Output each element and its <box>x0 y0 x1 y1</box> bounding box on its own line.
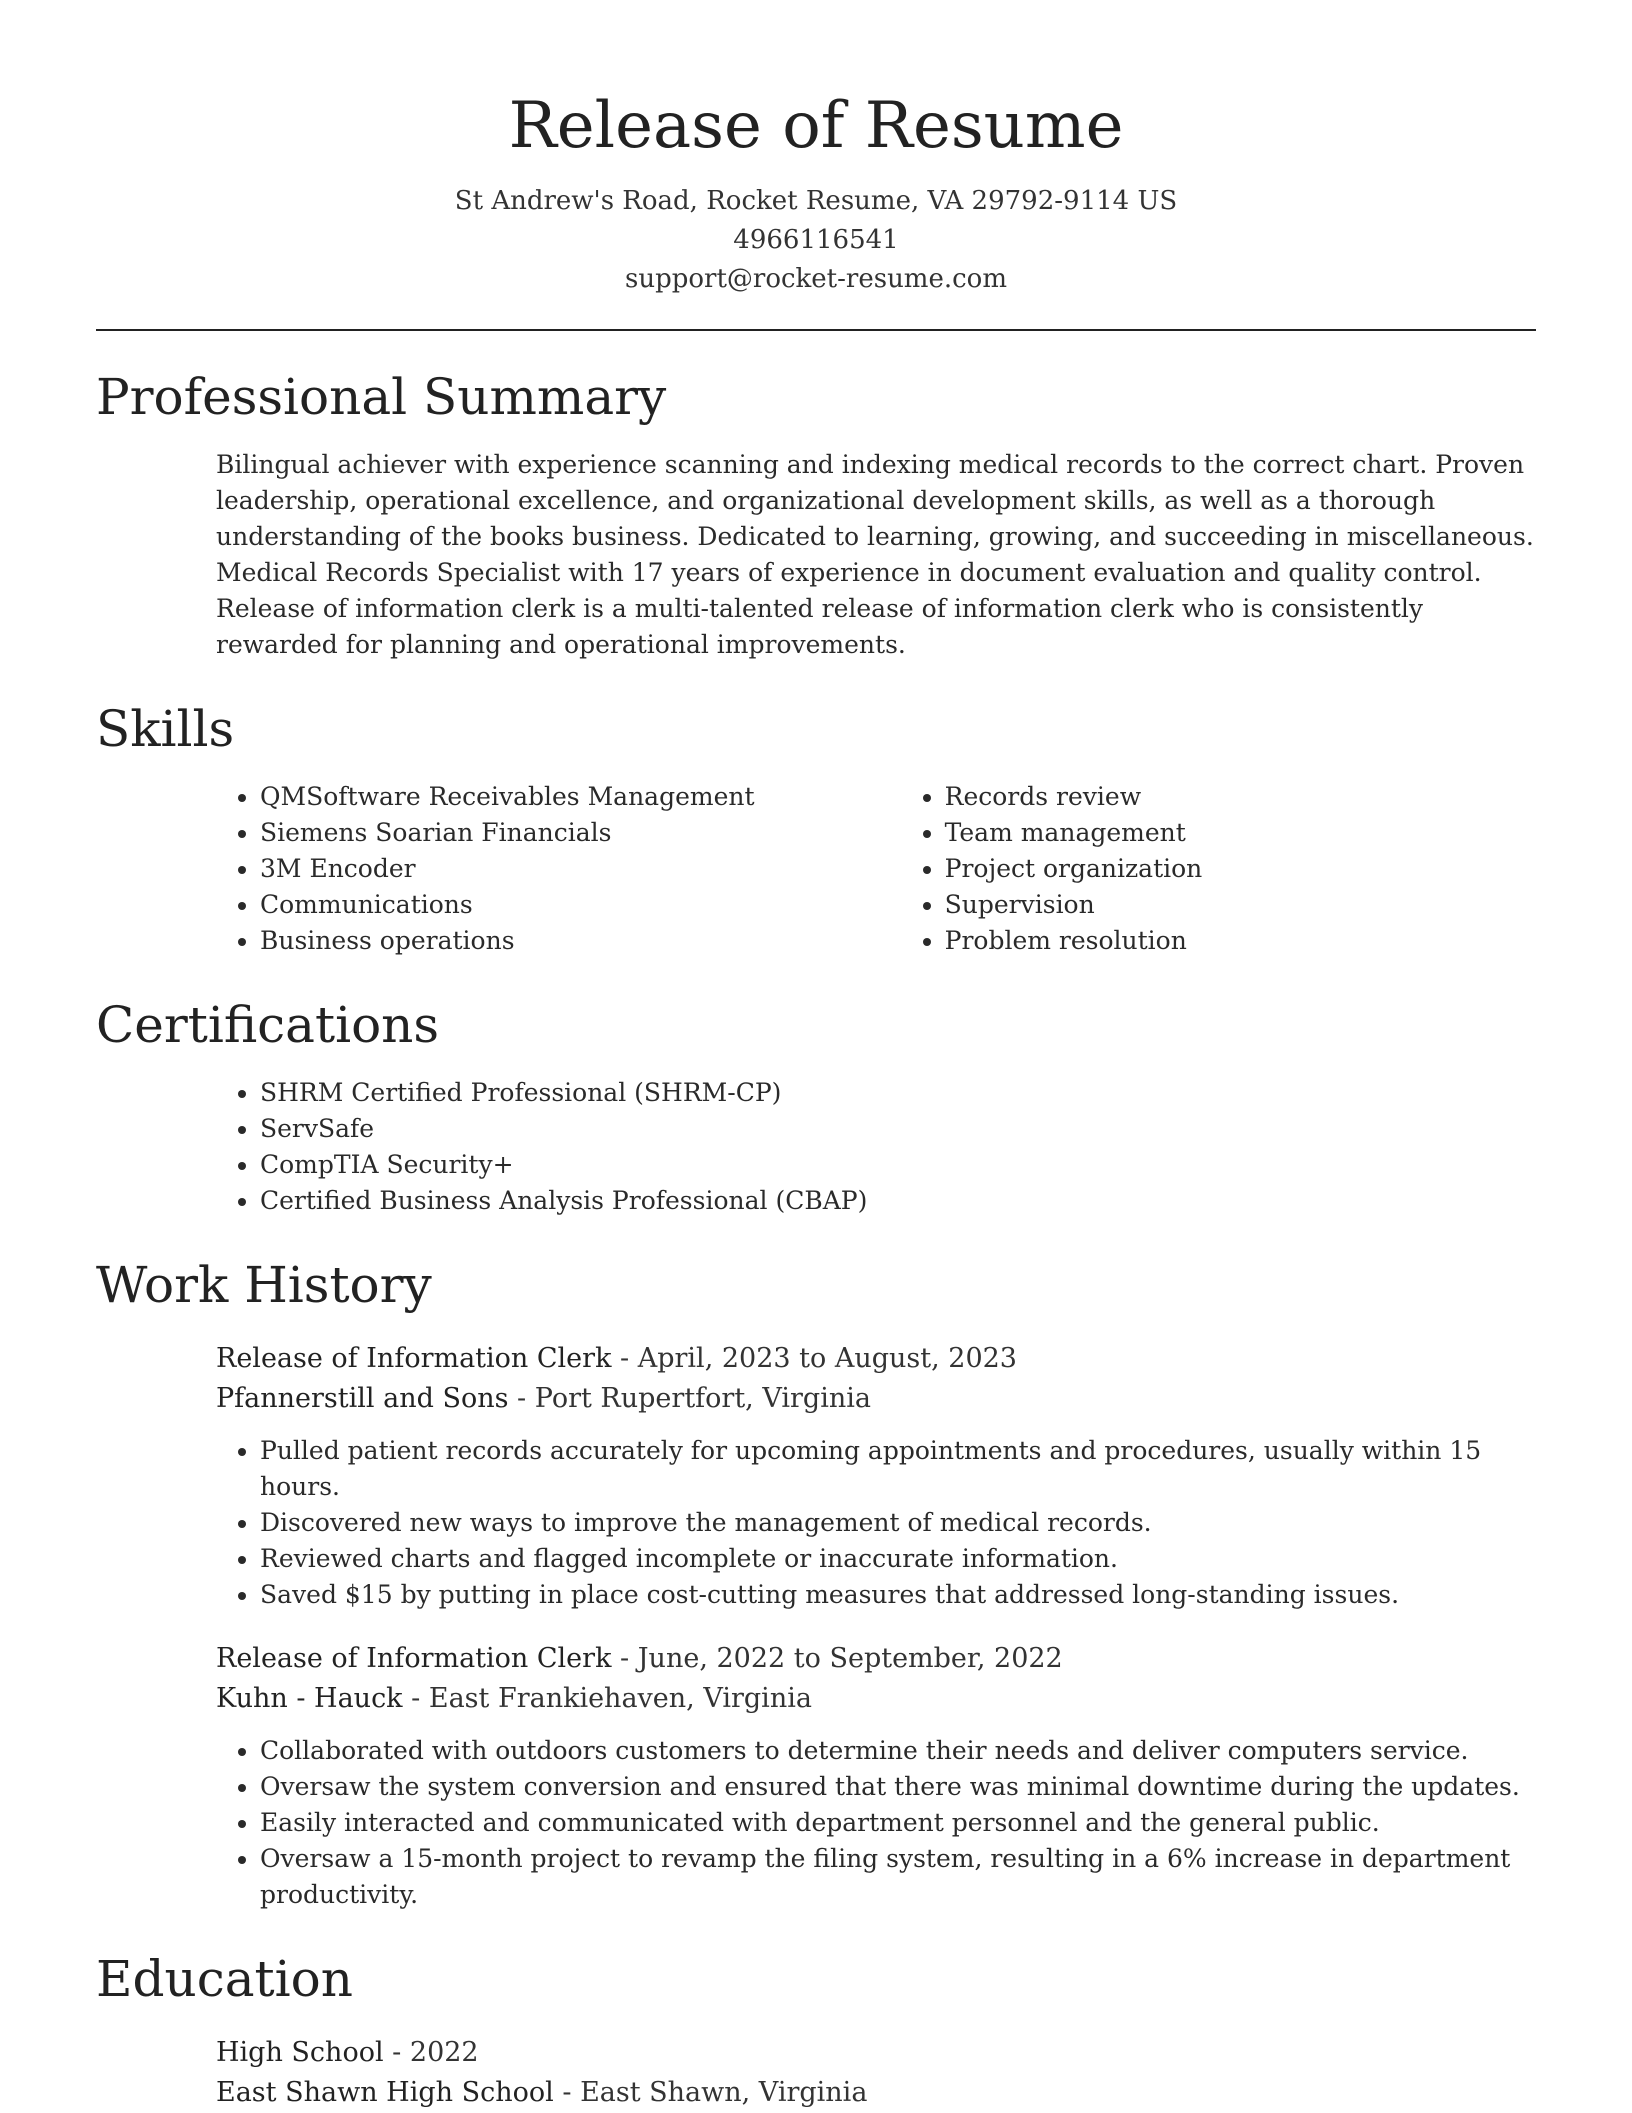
job-entry <box>216 1639 1536 1913</box>
job-bullet: • Pulled patient records accurately for upcoming appointments and procedures, usually within 15 hours. <box>260 1433 1536 1505</box>
job-company: Kuhn - Hauck <box>216 1683 403 1714</box>
job-bullets <box>216 1733 1536 1913</box>
contact-email: support@rocket-resume.com <box>624 264 1007 294</box>
skills-title: Skills <box>96 700 235 758</box>
job-company-line: Kuhn - Hauck - East Frankiehaven, Virginia <box>216 1683 812 1714</box>
job-entry <box>216 1339 1536 1613</box>
job-dates: April, 2023 to August, 2023 <box>637 1343 1017 1374</box>
skill-item: • Siemens Soarian Financials <box>260 815 901 851</box>
job-bullet: • Discovered new ways to improve the management of medical records. <box>260 1505 1536 1541</box>
certifications-section <box>96 995 1536 1219</box>
work-history-section <box>96 1255 1536 1913</box>
resume-header <box>96 0 1536 299</box>
skills-list-right <box>901 779 1536 959</box>
summary-section <box>96 367 1536 663</box>
skill-item: • Project organization <box>945 851 1536 887</box>
skill-item: • Problem resolution <box>945 923 1536 959</box>
job-bullets <box>216 1433 1536 1613</box>
candidate-name: Release of Resume <box>508 89 1124 163</box>
skills-section <box>96 699 1536 959</box>
job-bullet: • Reviewed charts and flagged incomplete or inaccurate information. <box>260 1541 1536 1577</box>
summary-text: Bilingual achiever with experience scanning and indexing medical records to the correct chart. Proven leadership, operational excellence, and organizational development skills, as well as a thorough understanding of the books business. Dedicated to learning, growing, and succeeding in miscellaneous. Medical Records Specialist with 17 years of experience in document evaluation and quality control. Release of information clerk is a multi-talented release of information clerk who is consistently rewarded for planning and operational improvements. <box>216 450 1534 659</box>
job-bullet: • Collaborated with outdoors customers to determine their needs and deliver computers service. <box>260 1733 1536 1769</box>
summary-title: Professional Summary <box>96 368 667 426</box>
job-title-line: Release of Information Clerk - April, 2023 to August, 2023 <box>216 1343 1017 1374</box>
job-bullet: • Easily interacted and communicated with department personnel and the general public. <box>260 1805 1536 1841</box>
job-title-line: Release of Information Clerk - June, 2022 to September, 2022 <box>216 1643 1063 1674</box>
job-role: Release of Information Clerk <box>216 1643 612 1674</box>
skills-list-left <box>216 779 901 959</box>
job-bullet: • Saved $15 by putting in place cost-cutting measures that addressed long-standing issues. <box>260 1577 1536 1613</box>
certifications-title: Certifications <box>96 996 440 1054</box>
contact-phone: 4966116541 <box>733 225 899 255</box>
education-year: 2022 <box>409 2037 479 2068</box>
contact-info <box>96 182 1536 299</box>
certification-item: • Certified Business Analysis Professional (CBAP) <box>260 1183 1536 1219</box>
skill-item: • Communications <box>260 887 901 923</box>
job-company-line: Pfannerstill and Sons - Port Rupertfort, Virginia <box>216 1383 871 1414</box>
skill-item: • Business operations <box>260 923 901 959</box>
work-history-title: Work History <box>96 1256 432 1314</box>
contact-address: St Andrew's Road, Rocket Resume, VA 29792-9114 US <box>454 186 1178 216</box>
education-section <box>96 1949 1536 2113</box>
certification-item: • ServSafe <box>260 1111 1536 1147</box>
skill-item: • QMSoftware Receivables Management <box>260 779 901 815</box>
education-degree-line: High School - 2022 <box>216 2037 479 2068</box>
education-title: Education <box>96 1950 353 2008</box>
job-role: Release of Information Clerk <box>216 1343 612 1374</box>
header-divider <box>96 329 1536 331</box>
education-location: East Shawn, Virginia <box>580 2077 868 2108</box>
skill-item: • Team management <box>945 815 1536 851</box>
job-location: East Frankiehaven, Virginia <box>428 1683 812 1714</box>
job-bullet: • Oversaw the system conversion and ensured that there was minimal downtime during the updates. <box>260 1769 1536 1805</box>
job-dates: June, 2022 to September, 2022 <box>637 1643 1063 1674</box>
skill-item: • Records review <box>945 779 1536 815</box>
skill-item: • 3M Encoder <box>260 851 901 887</box>
certifications-list <box>216 1075 1536 1219</box>
certification-item: • CompTIA Security+ <box>260 1147 1536 1183</box>
education-entry <box>216 2033 1536 2113</box>
education-degree: High School <box>216 2037 384 2068</box>
skill-item: • Supervision <box>945 887 1536 923</box>
education-school-line: East Shawn High School - East Shawn, Virginia <box>216 2077 868 2108</box>
certification-item: • SHRM Certified Professional (SHRM-CP) <box>260 1075 1536 1111</box>
job-location: Port Rupertfort, Virginia <box>534 1383 871 1414</box>
job-company: Pfannerstill and Sons <box>216 1383 509 1414</box>
education-school: East Shawn High School <box>216 2077 554 2108</box>
skills-grid <box>216 779 1536 959</box>
job-bullet: • Oversaw a 15-month project to revamp the filing system, resulting in a 6% increase in department productivity. <box>260 1841 1536 1913</box>
